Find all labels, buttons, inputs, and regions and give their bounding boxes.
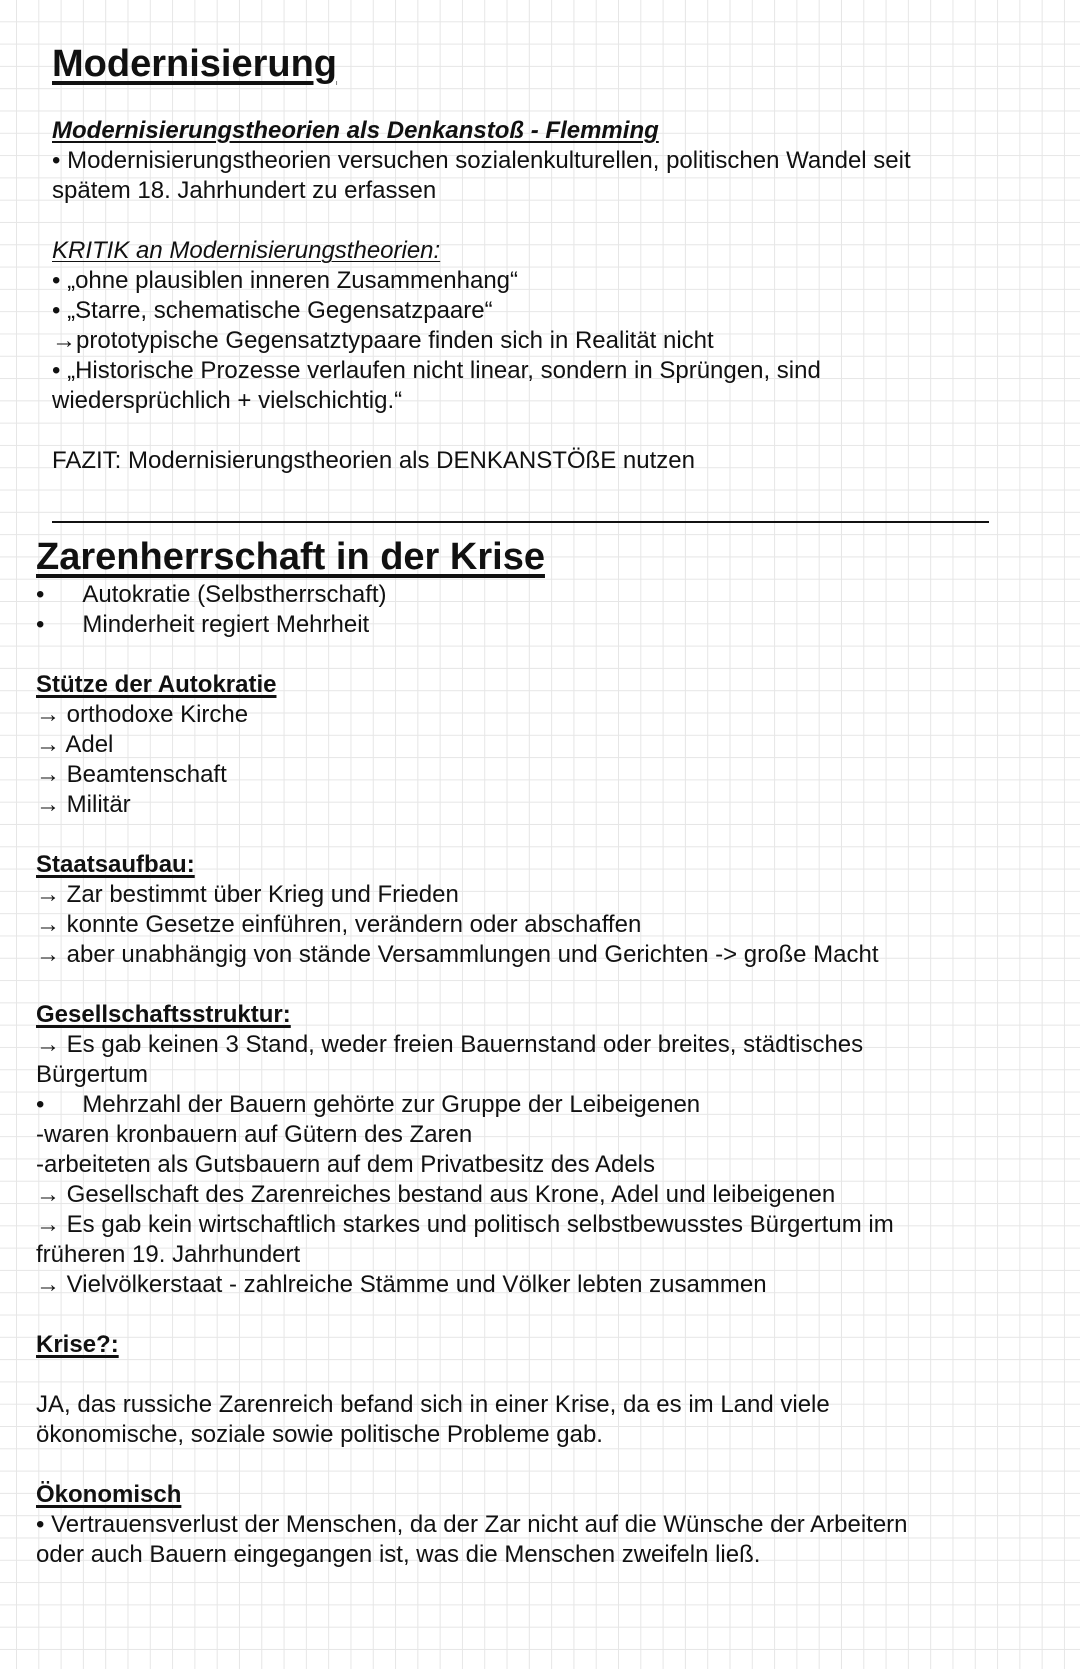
bullet-item — [36, 580, 387, 610]
bullet-text: Autokratie (Selbstherrschaft) — [82, 581, 387, 608]
arrow-item: → konnte Gesetze einführen, verändern oder abschaffen — [36, 911, 642, 938]
text-line: ökonomische, soziale sowie politische Probleme gab. — [36, 1421, 603, 1448]
text-line: • „Starre, schematische Gegensatzpaare“ — [52, 297, 493, 324]
text-line: Bürgertum — [36, 1061, 149, 1088]
section-title-zarenherrschaft: Zarenherrschaft in der Krise — [36, 536, 545, 578]
text-line: früheren 19. Jahrhundert — [36, 1241, 301, 1268]
text-line: spätem 18. Jahrhundert zu erfassen — [52, 177, 437, 204]
dash-item: -arbeiteten als Gutsbauern auf dem Privatbesitz des Adels — [36, 1151, 656, 1178]
bullet-item — [36, 1090, 700, 1120]
fazit-line: FAZIT: Modernisierungstheorien als DENKANSTÖßE nutzen — [52, 447, 695, 474]
arrow-item: → Gesellschaft des Zarenreiches bestand aus Krone, Adel und leibeigenen — [36, 1181, 836, 1208]
arrow-item: → Zar bestimmt über Krieg und Frieden — [36, 881, 459, 908]
section-title-modernisierung: Modernisierung — [52, 43, 338, 85]
text-line: →prototypische Gegensatztypaare finden sich in Realität nicht — [52, 327, 714, 354]
arrow-item: → Militär — [36, 791, 131, 818]
text-line: • Modernisierungstheorien versuchen sozialenkulturellen, politischen Wandel seit — [52, 147, 911, 174]
bullet-text: Mehrzahl der Bauern gehörte zur Gruppe der Leibeigenen — [82, 1091, 701, 1118]
text-line: wiedersprüchlich + vielschichtig.“ — [52, 387, 403, 414]
text-line: • „ohne plausiblen inneren Zusammenhang“ — [52, 267, 519, 294]
text-line: • „Historische Prozesse verlaufen nicht linear, sondern in Sprüngen, sind — [52, 357, 821, 384]
subheading-kritik: KRITIK an Modernisierungstheorien: — [52, 237, 441, 264]
subheading-staatsaufbau: Staatsaufbau: — [36, 851, 195, 878]
bullet-marker: • — [36, 611, 45, 638]
text-line: JA, das russiche Zarenreich befand sich in einer Krise, da es im Land viele — [36, 1391, 830, 1418]
subheading-gesellschaftsstruktur: Gesellschaftsstruktur: — [36, 1001, 291, 1028]
subheading-oekonomisch: Ökonomisch — [36, 1481, 182, 1508]
arrow-item: → aber unabhängig von stände Versammlungen und Gerichten -> große Macht — [36, 941, 879, 968]
subheading-stuetze: Stütze der Autokratie — [36, 671, 277, 698]
arrow-item: → Beamtenschaft — [36, 761, 227, 788]
text-line: oder auch Bauern eingegangen ist, was die Menschen zweifeln ließ. — [36, 1541, 761, 1568]
bullet-item — [36, 610, 369, 640]
section-divider — [52, 521, 989, 523]
subheading-krise: Krise?: — [36, 1331, 119, 1358]
arrow-item: → Es gab kein wirtschaftlich starkes und politisch selbstbewusstes Bürgertum im — [36, 1211, 894, 1238]
bullet-text: Minderheit regiert Mehrheit — [82, 611, 370, 638]
text-line: • Vertrauensverlust der Menschen, da der Zar nicht auf die Wünsche der Arbeitern — [36, 1511, 908, 1538]
arrow-item: → Es gab keinen 3 Stand, weder freien Bauernstand oder breites, städtisches — [36, 1031, 864, 1058]
arrow-item: → Vielvölkerstaat - zahlreiche Stämme und Völker lebten zusammen — [36, 1271, 767, 1298]
bullet-marker: • — [36, 581, 45, 608]
arrow-item: → Adel — [36, 731, 114, 758]
bullet-marker: • — [36, 1091, 45, 1118]
subheading-denkanstoss: Modernisierungstheorien als Denkanstoß - Flemming — [52, 117, 659, 144]
dash-item: -waren kronbauern auf Gütern des Zaren — [36, 1121, 473, 1148]
arrow-item: → orthodoxe Kirche — [36, 701, 249, 728]
